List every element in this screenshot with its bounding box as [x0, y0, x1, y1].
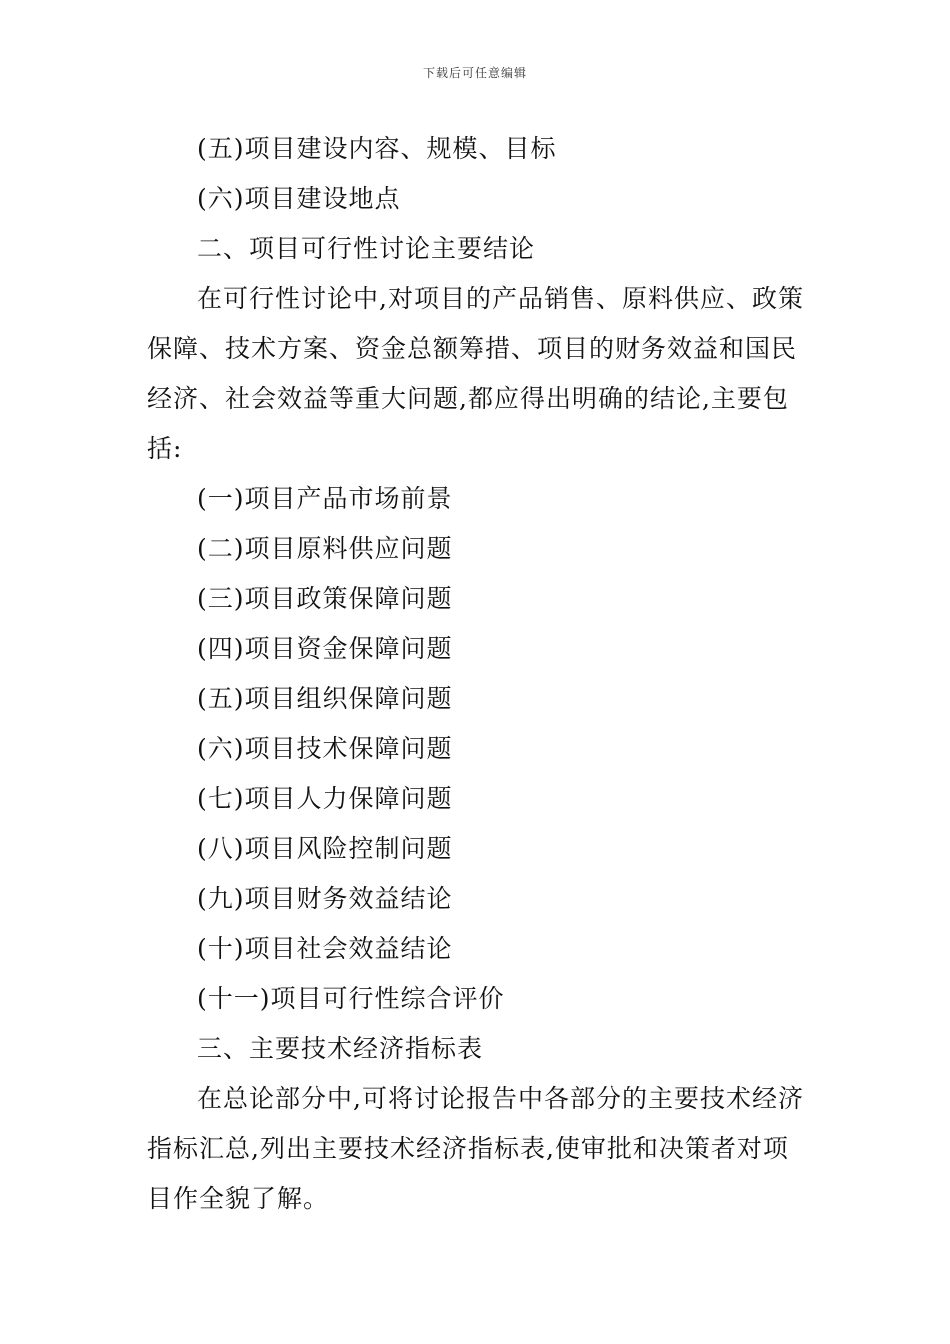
- list-item: (九)项目财务效益结论: [197, 884, 453, 913]
- document-body: [147, 124, 809, 1224]
- paragraph-line: 括:: [147, 434, 183, 463]
- paragraph-line: 经济、社会效益等重大问题,都应得出明确的结论,主要包: [147, 384, 789, 413]
- paragraph-conclusions: [147, 274, 809, 474]
- list-item: (七)项目人力保障问题: [197, 784, 453, 813]
- paragraph-line: 指标汇总,列出主要技术经济指标表,使审批和决策者对项: [147, 1134, 789, 1163]
- list-item: (四)项目资金保障问题: [197, 634, 453, 663]
- paragraph-indicators: [147, 1074, 809, 1224]
- paragraph-line: 在总论部分中,可将讨论报告中各部分的主要技术经济: [197, 1084, 804, 1113]
- section-heading-main-conclusions: 二、项目可行性讨论主要结论: [197, 234, 536, 263]
- paragraph-line: 保障、技术方案、资金总额筹措、项目的财务效益和国民: [147, 334, 798, 363]
- paragraph-line: 在可行性讨论中,对项目的产品销售、原料供应、政策: [197, 284, 804, 313]
- list-item: (三)项目政策保障问题: [197, 584, 453, 613]
- list-item: (五)项目组织保障问题: [197, 684, 453, 713]
- conclusion-list: [147, 474, 809, 1074]
- list-item: (一)项目产品市场前景: [197, 484, 453, 513]
- list-item: (八)项目风险控制问题: [197, 834, 453, 863]
- page-header: 下载后可任意编辑: [422, 66, 527, 80]
- list-item: (十)项目社会效益结论: [197, 934, 453, 963]
- list-item: (六)项目技术保障问题: [197, 734, 453, 763]
- list-item: (十一)项目可行性综合评价: [197, 984, 505, 1013]
- list-item: (二)项目原料供应问题: [197, 534, 453, 563]
- heading-construction-location: (六)项目建设地点: [197, 184, 401, 213]
- heading-construction-content: (五)项目建设内容、规模、目标: [197, 134, 557, 163]
- section-heading-indicators: 三、主要技术经济指标表: [197, 1034, 484, 1063]
- paragraph-line: 目作全貌了解。: [147, 1184, 330, 1213]
